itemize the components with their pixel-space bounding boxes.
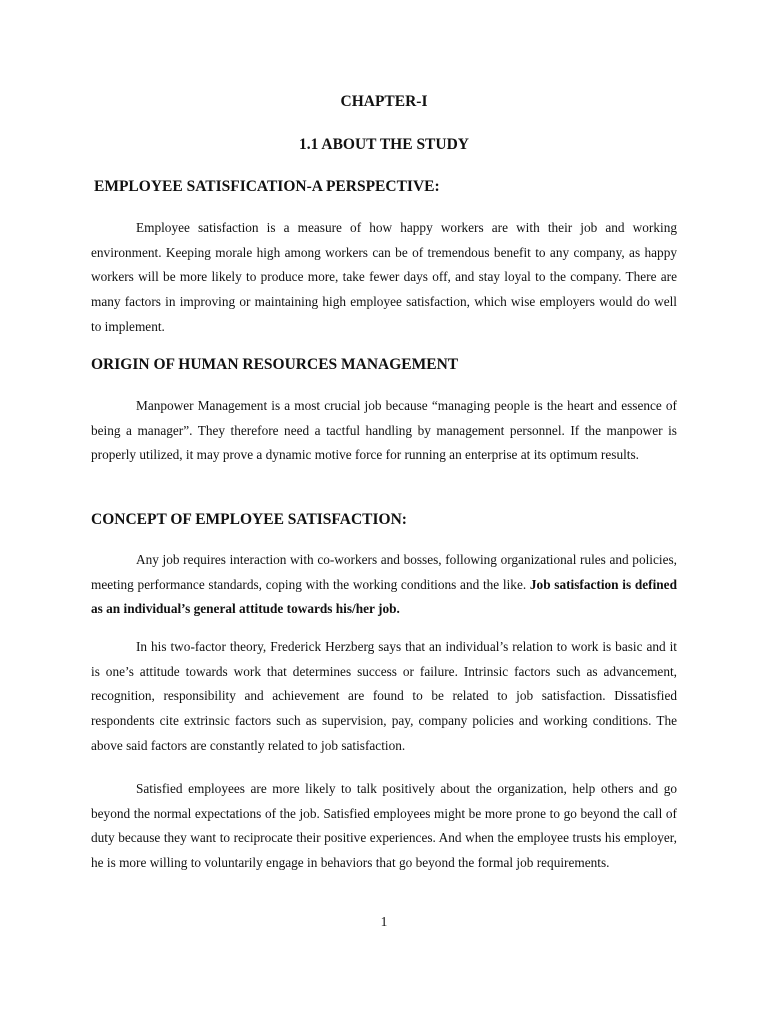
paragraph-herzberg-theory: In his two-factor theory, Frederick Herzberg says that an individual’s relation to work is basic and it is one’s attitude towards work that determines success or failure. Intrinsic factors such as advancement, recognition, responsibility and achievement are found to be related to job satisfaction. Dissatisfied respondents cite extrinsic factors such as supervision, pay, company policies and working conditions. The above said factors are constantly related to job satisfaction. [91, 639, 677, 753]
job-satisfaction-definition: Job satisfaction is defined as an individual’s general attitude towards his/her job. [91, 576, 677, 617]
heading-employee-satisfaction-perspective: EMPLOYEE SATISFICATION-A PERSPECTIVE: [94, 178, 440, 195]
paragraph-job-interaction [91, 548, 677, 622]
paragraph-satisfied-employees: Satisfied employees are more likely to talk positively about the organization, help others and go beyond the normal expectations of the job. Satisfied employees might be more prone to go beyond the call of duty because they want to reciprocate their positive experiences. And when the employee trusts his employer, he is more willing to voluntarily engage in behaviors that go beyond the formal job requirements. [91, 781, 677, 871]
paragraph-employee-satisfaction: Employee satisfaction is a measure of how happy workers are with their job and working environment. Keeping morale high among workers can be of tremendous benefit to any company, as happy workers will be more likely to produce more, take fewer days off, and stay loyal to the company. There are many factors in improving or maintaining high employee satisfaction, which wise employers would do well to implement. [91, 220, 677, 334]
section-title: 1.1 ABOUT THE STUDY [299, 136, 469, 153]
paragraph-manpower-management: Manpower Management is a most crucial job because “managing people is the heart and essence of being a manager”. They therefore need a tactful handling by management personnel. If the manpower is properly utilized, it may prove a dynamic motive force for running an enterprise at its optimum results. [91, 398, 677, 463]
heading-origin-hrm: ORIGIN OF HUMAN RESOURCES MANAGEMENT [91, 356, 459, 373]
heading-concept-employee-satisfaction: CONCEPT OF EMPLOYEE SATISFACTION: [91, 511, 407, 528]
job-interaction-text: Any job requires interaction with co-workers and bosses, following organizational rules and policies, meeting performance standards, coping with the working conditions and the like. [91, 552, 677, 592]
page-number: 1 [380, 914, 388, 929]
chapter-title: CHAPTER-I [340, 93, 428, 110]
